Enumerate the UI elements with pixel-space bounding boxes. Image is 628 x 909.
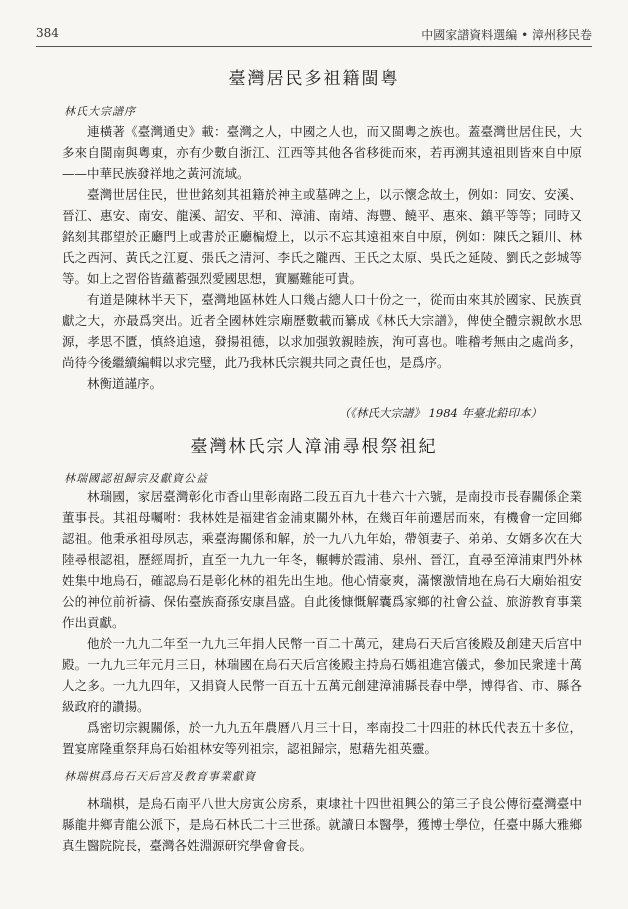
paragraph-1: 連橫著《臺灣通史》載：臺灣之人，中國之人也，而又閩粵之族也。蓋臺灣世居住民，大多來自閩南與粵東，亦有少數自浙江、江西等其他各省移徙而來，若再溯其遠祖則皆來自中原——中華民族發祥地之黃河流域。: [62, 124, 582, 181]
section-subhead-2: 林瑞國認祖歸宗及獻資公益: [64, 472, 208, 485]
section-subhead-3: 林瑞棋爲烏石天后宫及教育事業獻資: [64, 770, 256, 783]
running-title: 中國家譜資料選編 • 漳州移民卷: [421, 28, 592, 42]
section-title-1: 臺灣居民多祖籍閩粵: [228, 69, 400, 89]
page-number: 384: [36, 26, 59, 40]
paragraph-3: 有道是陳林半天下，臺灣地區林姓人口幾占總人口十份之一，從而由來其於國家、民族貢獻之大，亦最爲突出。近者全國林姓宗廟歷數載而纂成《林氏大宗譜》，俾使全體宗親飲水思源，孝思不匱，慎終追遠，發揚祖德，以求加强敦親睦族，洵可喜也。唯稽考無由之處尚多，尚待今後繼續編輯以求完璧，此乃我林氏宗親共同之責任也，是爲序。: [62, 292, 582, 370]
source-citation: （《林氏大宗譜》 1984 年臺北鉛印本）: [338, 406, 542, 420]
paragraph-2: 臺灣世居住民，世世銘刻其祖籍於神主或墓碑之上，以示懷念故土，例如：同安、安溪、晉江、惠安、南安、龍溪、詔安、平和、漳浦、南靖、海豐、饒平、惠來、鎮平等等；同時又銘刻其郡望於正廳門上或書於正廳楄燈上，以示不忘其遠祖來自中原，例如：陳氏之穎川、林氏之西河、黃氏之江夏、張氏之清河、李氏之隴西、王氏之太原、吳氏之延陵、劉氏之彭城等等。如上之習俗皆蘊蓄强烈愛國思想，實屬難能可貴。: [62, 187, 582, 286]
signature: 林衡道謹序。: [87, 376, 163, 391]
paragraph-5: 他於一九九二年至一九九三年捐人民幣一百二十萬元，建烏石天后宫後殿及創建天后宫中殿。一九九三年元月三日，林瑞國在烏石天后宫後殿主持烏石媽祖進宫儀式，參加民衆達十萬人之多。一九九四年，又捐資人民幣一百五十五萬元創建漳浦縣長春中學，博得省、市、縣各級政府的讚揚。: [62, 636, 582, 714]
page-header: [36, 24, 592, 47]
paragraph-4: 林瑞國，家居臺灣彰化市香山里彰南路二段五百九十巷六十六號，是南投市長春關係企業董事長。其祖母囑咐：我林姓是福建省金浦東關外林，在幾百年前遷居而來，有機會一定回鄉認祖。他秉承祖母夙志，乘臺海關係和解，於一九八九年始，帶領妻子、弟弟、女婿多次在大陸尋根認祖，歷經周折，直至一九九一年冬，輾轉於霞浦、泉州、晉江，直尋至漳浦東門外林姓集中地烏石，確認烏石是彰化林的祖先出生地。他心情豪爽，滿懷激情地在烏石大廟始祖安公的神位前祈禱、保佑臺族裔孫安康昌盛。自此後慷慨解囊爲家鄉的社會公益、旅游教育事業作出貢獻。: [62, 489, 582, 630]
section-subhead-1: 林氏大宗譜序: [64, 105, 136, 118]
paragraph-7: 林瑞棋，是烏石南平八世大房寅公房系，東埭社十四世祖興公的第三子良公傳衍臺灣臺中縣龍井鄉青龍公派下，是烏石林氏二十三世孫。就讀日本醫學，獲博士學位，任臺中縣大雅鄉真生醫院院長，臺灣各姓淵源研究學會會長。: [62, 796, 582, 853]
section-title-2: 臺灣林氏宗人漳浦尋根祭祖紀: [190, 437, 438, 457]
paragraph-6: 爲密切宗親關係，於一九九五年農曆八月三十日，率南投二十四莊的林氏代表五十多位，置宴席隆重祭拜烏石始祖林安等列祖宗，認祖歸宗，慰藉先祖英靈。: [62, 720, 582, 756]
